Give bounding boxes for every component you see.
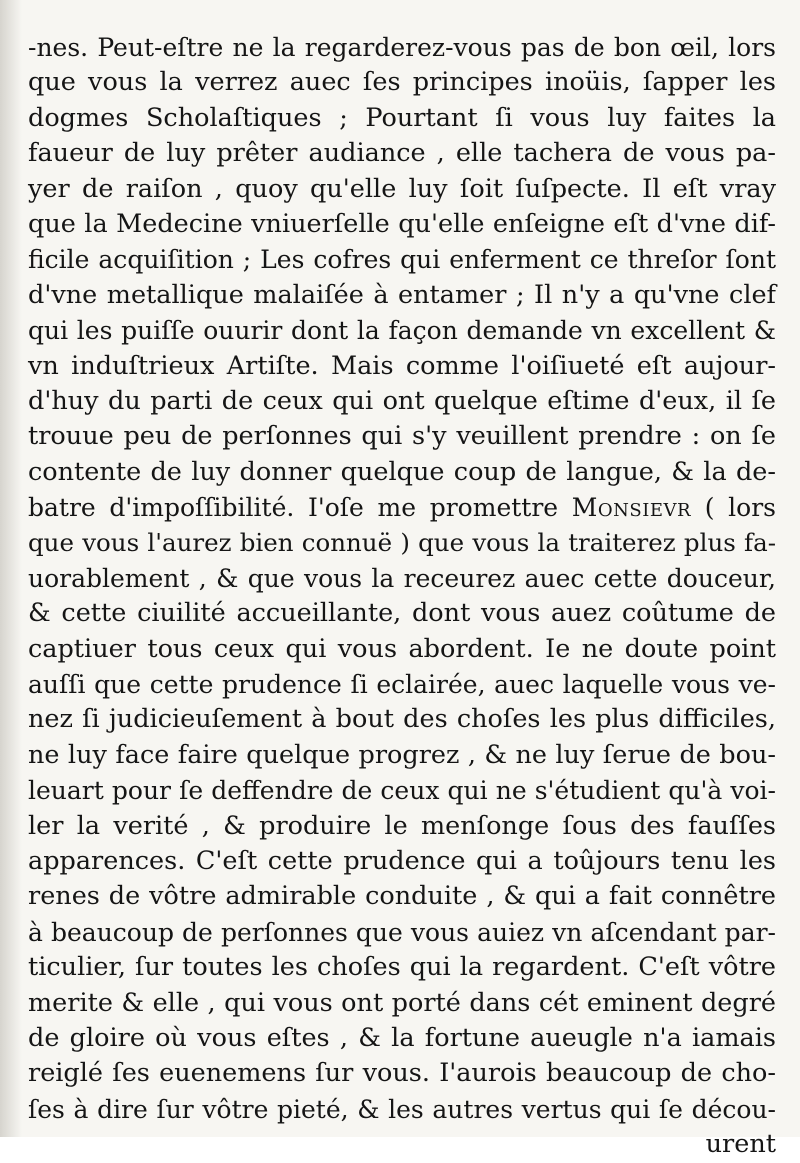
text-line-22: leuart pour ſe deffendre de ceux qui ne s'étudient qu'à voi- (28, 776, 776, 806)
text-line-16: uorablement , & que vous la receurez auec cette douceur, (28, 563, 776, 593)
text-line-5: yer de raiſon , quoy qu'elle luy ſoit ſuſpecte. Il eſt vray (28, 173, 776, 204)
text-line-14: batre d'impoſſibilité. I'oſe me promettre Monsievr ( lors (28, 493, 776, 523)
text-line-15: que vous l'aurez bien connuë ) que vous la traiterez plus fa- (28, 528, 776, 558)
text-line-1: -nes. Peut-eſtre ne la regarderez-vous pas de bon œil, lors (28, 33, 776, 62)
text-line-9: qui les puiſſe ouurir dont la façon demande vn excellent & (28, 316, 776, 346)
body-text (28, 30, 776, 1163)
text-line-20: nez ſi judicieuſement à bout des choſes les plus difficiles, (28, 704, 776, 735)
text-line-30: reiglé ſes euenemens ſur vous. I'aurois beaucoup de cho- (28, 1058, 776, 1089)
text-line-31: ſes à dire ſur vôtre pieté, & les autres vertus qui ſe décou- (28, 1094, 776, 1124)
text-line-21: ne luy face faire quelque progrez , & ne luy ſerue de bou- (28, 739, 776, 770)
gutter-shadow (0, 0, 22, 1137)
text-line-23: ler la verité , & produire le menſonge ſous des fauſſes (28, 810, 776, 841)
text-line-3: dogmes Scholaſtiques ; Pourtant ſi vous luy faites la (28, 102, 776, 133)
catchword: urent (705, 1129, 776, 1160)
text-line-26: à beaucoup de perſonnes que vous auiez vn aſcendant par- (28, 917, 776, 947)
text-line-4: faueur de luy prêter audiance , elle tachera de vous pa- (28, 138, 776, 169)
text-line-19: auſſi que cette prudence ſi eclairée, auec laquelle vous ve- (28, 670, 776, 700)
text-line-6: que la Medecine vniuerſelle qu'elle enſeigne eſt d'vne dif- (28, 208, 776, 239)
text-line-13: contente de luy donner quelque coup de langue, & la de- (28, 456, 776, 487)
text-line-29: de gloire où vous eſtes , & la fortune aueugle n'a iamais (28, 1022, 776, 1053)
text-line-10: vn induſtrieux Artiſte. Mais comme l'oiſiueté eſt aujour- (28, 350, 776, 381)
text-line-11: d'huy du parti de ceux qui ont quelque eſtime d'eux, il ſe (28, 385, 776, 416)
title-monsieur: Monsievr (571, 493, 692, 523)
text-line-17: & cette ciuilité accueillante, dont vous auez coûtume de (28, 598, 776, 629)
text-line-12: trouue peu de perſonnes qui s'y veuillent prendre : on ſe (28, 421, 776, 452)
text-line-8: d'vne metallique malaiſée à entamer ; Il n'y a qu'vne clef (28, 279, 776, 310)
text-line-24: apparences. C'eſt cette prudence qui a toûjours tenu les (28, 845, 776, 876)
text-line-7: ficile acquiſition ; Les cofres qui enferment ce threſor ſont (28, 245, 776, 275)
text-line-18: captiuer tous ceux qui vous abordent. Ie ne doute point (28, 633, 776, 664)
text-line-27: ticulier, ſur toutes les choſes qui la regardent. C'eſt vôtre (28, 952, 776, 983)
text-line-28: merite & elle , qui vous ont porté dans cét eminent degré (28, 987, 776, 1018)
text-line-25: renes de vôtre admirable conduite , & qui a fait connêtre (28, 881, 776, 912)
text-line-2: que vous la verrez auec ſes principes inoüis, ſapper les (28, 67, 776, 98)
